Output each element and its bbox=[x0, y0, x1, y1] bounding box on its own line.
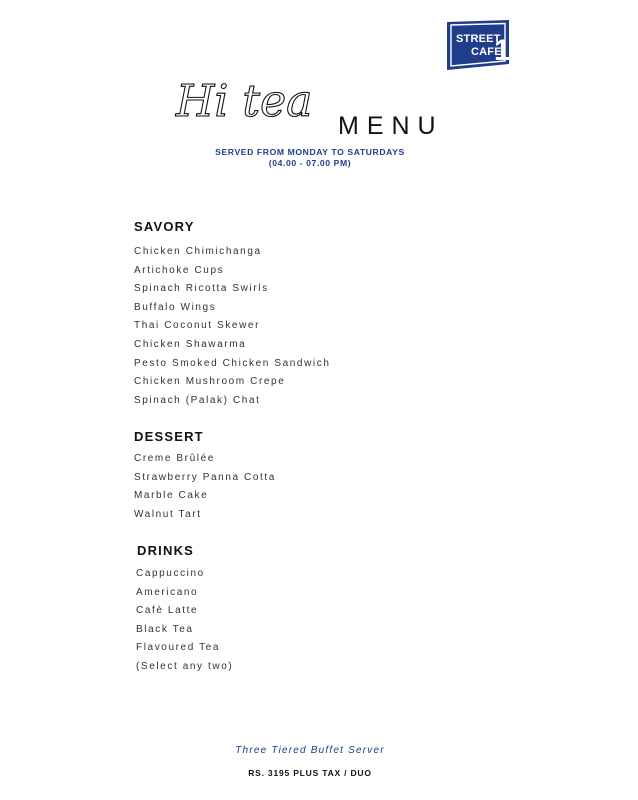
menu-item: Spinach Ricotta Swirls bbox=[134, 283, 269, 295]
menu-item: Walnut Tart bbox=[134, 508, 202, 520]
price-line: RS. 3195 PLUS TAX / DUO bbox=[248, 768, 372, 778]
menu-item: Cappuccino bbox=[136, 568, 205, 579]
served-time: (04.00 - 07.00 PM) bbox=[268, 158, 352, 168]
svg-text:STREET: STREET bbox=[456, 33, 501, 45]
menu-item: Chicken Mushroom Crepe bbox=[134, 376, 286, 388]
svg-text:Hi tea: Hi tea bbox=[176, 76, 313, 127]
buffet-server-note: Three Tiered Buffet Server bbox=[235, 745, 385, 756]
menu-item: Chicken Shawarma bbox=[134, 338, 247, 350]
menu-item: (Select any two) bbox=[136, 660, 234, 672]
menu-item: Buffalo Wings bbox=[134, 301, 217, 313]
svg-text:1: 1 bbox=[494, 34, 511, 67]
menu-item: Chicken Chimichanga bbox=[134, 246, 262, 257]
menu-item: Thai Coconut Skewer bbox=[134, 320, 261, 332]
svg-text:CAFE: CAFE bbox=[471, 46, 502, 58]
section-title-drinks: DRINKS bbox=[137, 543, 195, 558]
menu-item: Flavoured Tea bbox=[136, 642, 220, 654]
served-days: SERVED FROM MONDAY TO SATURDAYS bbox=[215, 147, 405, 157]
section-title-savory: SAVORY bbox=[134, 219, 195, 234]
street-cafe-logo bbox=[447, 20, 509, 70]
savory-item-list bbox=[134, 243, 330, 410]
served-hours bbox=[0, 147, 620, 169]
dessert-item-list bbox=[134, 450, 276, 524]
menu-item: Creme Brûlée bbox=[134, 453, 215, 464]
menu-item: Spinach (Palak) Chat bbox=[134, 394, 261, 406]
menu-item: Cafè Latte bbox=[136, 605, 199, 617]
menu-item: Black Tea bbox=[136, 623, 194, 635]
section-title-dessert: DESSERT bbox=[134, 429, 204, 444]
menu-item: Americano bbox=[136, 586, 199, 598]
hi-tea-script-title bbox=[172, 66, 342, 136]
drinks-item-list bbox=[136, 565, 233, 677]
menu-item: Strawberry Panna Cotta bbox=[134, 471, 276, 483]
menu-heading: MENU bbox=[338, 112, 444, 140]
menu-item: Marble Cake bbox=[134, 490, 209, 502]
menu-item: Pesto Smoked Chicken Sandwich bbox=[134, 357, 331, 369]
menu-item: Artichoke Cups bbox=[134, 264, 225, 276]
